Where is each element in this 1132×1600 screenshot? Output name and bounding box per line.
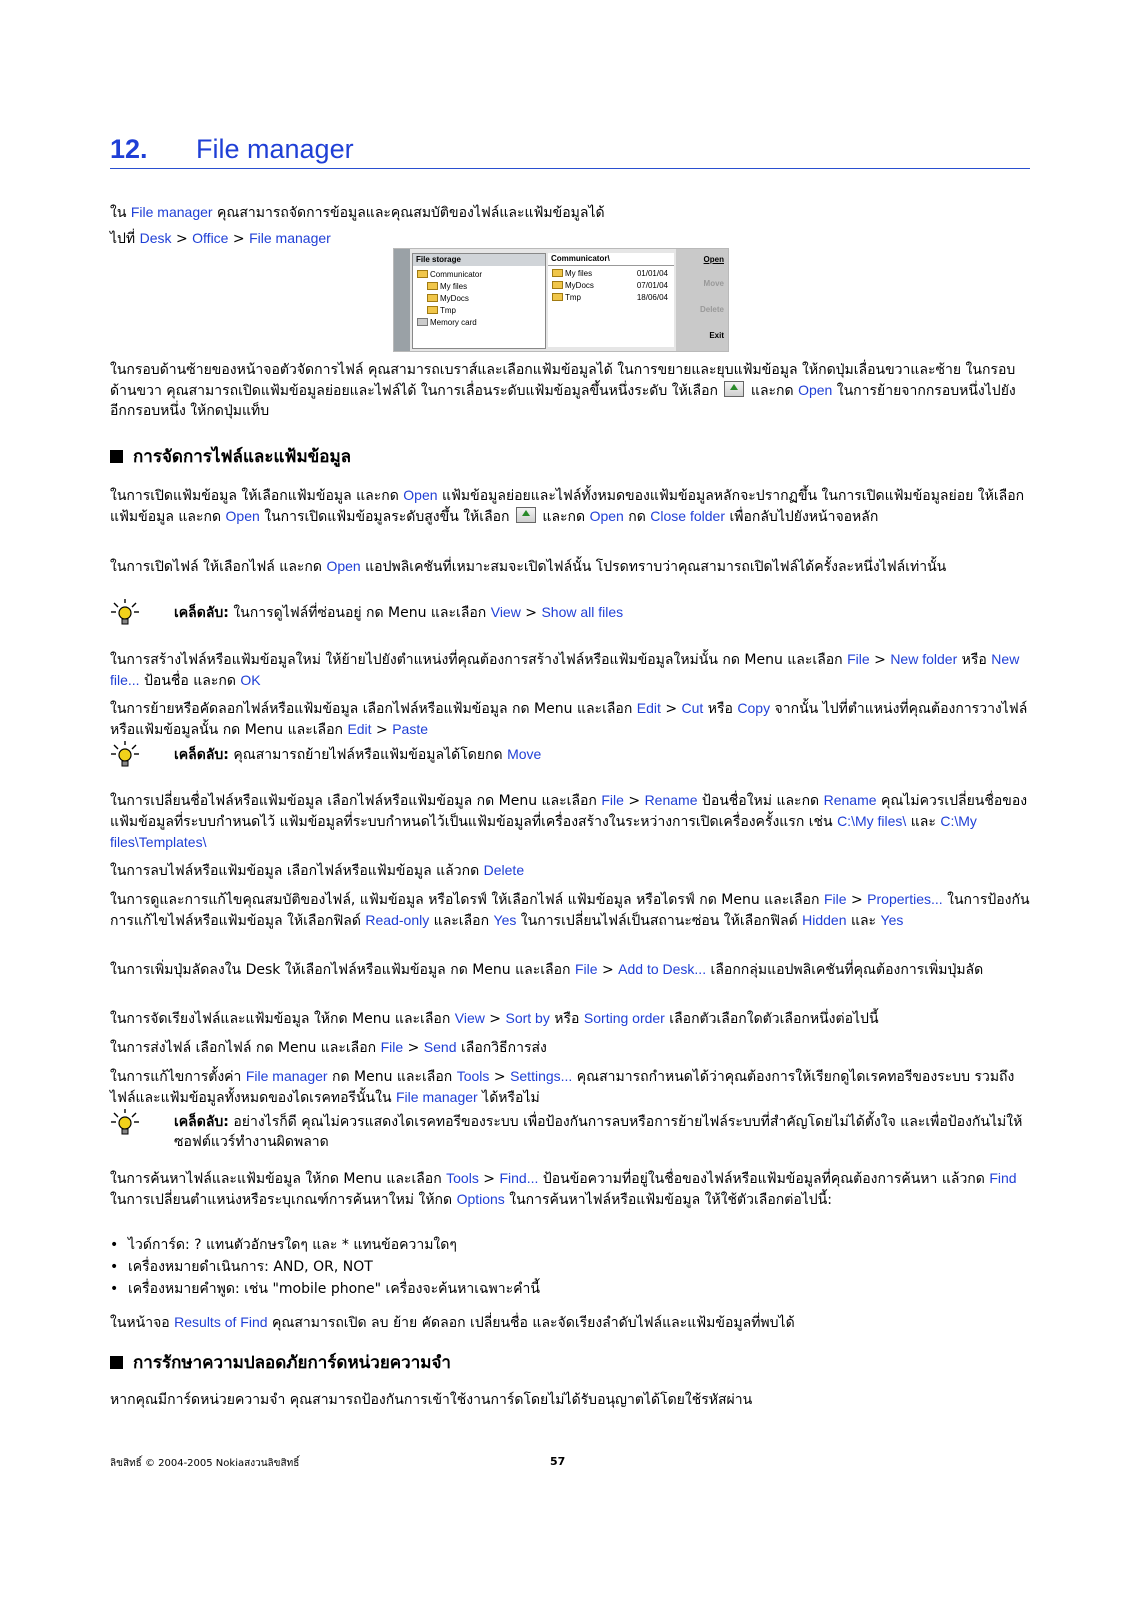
folder-up-icon bbox=[516, 507, 536, 523]
folder-up-icon bbox=[724, 381, 744, 397]
lightbulb-icon bbox=[110, 598, 140, 626]
intro-paragraph: ใน File manager คุณสามารถจัดการข้อมูลและคุณสมบัติของไฟล์และแฟ้มข้อมูลได้ bbox=[110, 204, 605, 221]
file-row: MyDocs 07/01/04 bbox=[548, 280, 674, 292]
tree-item: Communicator bbox=[413, 269, 545, 281]
tree-item: Memory card bbox=[413, 317, 545, 329]
pane-title: Communicator\ bbox=[548, 253, 674, 266]
navigation-paragraph: ในกรอบด้านซ้ายของหน้าจอตัวจัดการไฟล์ คุณสามารถเบราส์และเลือกแฟ้มข้อมูลได้ ในการขยายและยุบแฟ้มข้อมูล ให้กดปุ่มเลื่อนขวาและซ้าย ในกรอบด้านขวา คุณสามารถเปิดแฟ้มข้อมูลย่อยและไฟล์ได้ ในการเลื่อนระดับแฟ้มข้อมูลขึ้นหนึ่งระดับ ให้เลือก และกด Open ในการย้ายจากกรอบหนึ่งไปยังอีกกรอบหนึ่ง ให้กดปุ่มแท็บ bbox=[110, 362, 1016, 419]
send-paragraph: ในการส่งไฟล์ เลือกไฟล์ กด Menu และเลือก File > Send เลือกวิธีการส่ง bbox=[110, 1039, 547, 1056]
properties-paragraph: ในการดูและการแก้ไขคุณสมบัติของไฟล์, แฟ้มข้อมูล หรือไดรฟ์ ให้เลือกไฟล์ แฟ้มข้อมูล หรือไดรฟ์ กด Menu และเลือก File > Properties... ในการป้องกันการแก้ไขไฟล์หรือแฟ้มข้อมูล ให้เลือกฟิลด์ Read-only และเลือก Yes ในการเปลี่ยนไฟล์เป็นสถานะซ่อน ให้เลือกฟิลด์ Hidden และ Yes bbox=[110, 891, 1030, 929]
indicator-strip bbox=[394, 249, 410, 351]
section-heading: การรักษาความปลอดภัยการ์ดหน่วยความจำ bbox=[110, 1352, 451, 1374]
memory-card-paragraph: หากคุณมีการ์ดหน่วยความจำ คุณสามารถป้องกันการเข้าใช้งานการ์ดโดยไม่ได้รับอนุญาตได้โดยใช้รหัสผ่าน bbox=[110, 1392, 753, 1408]
file-manager-screenshot bbox=[393, 248, 729, 352]
section-heading: การจัดการไฟล์และแฟ้มข้อมูล bbox=[110, 446, 351, 468]
shortcut-paragraph: ในการเพิ่มปุ่มลัดลงใน Desk ให้เลือกไฟล์หรือแฟ้มข้อมูล กด Menu และเลือก File > Add to Desk... เลือกกลุ่มแอปพลิเคชันที่คุณต้องการเพิ่มปุ่มลัด bbox=[110, 961, 984, 978]
file-storage-pane bbox=[412, 253, 546, 349]
move-copy-paragraph: ในการย้ายหรือคัดลอกไฟล์หรือแฟ้มข้อมูล เลือกไฟล์หรือแฟ้มข้อมูล กด Menu และเลือก Edit > Cut หรือ Copy จากนั้น ไปที่ตำแหน่งที่คุณต้องการวางไฟล์หรือแฟ้มข้อมูลนั้น กด Menu และเลือก Edit > Paste bbox=[110, 700, 1028, 738]
rename-paragraph: ในการเปลี่ยนชื่อไฟล์หรือแฟ้มข้อมูล เลือกไฟล์หรือแฟ้มข้อมูล กด Menu และเลือก File > Rename ป้อนชื่อใหม่ และกด Rename คุณไม่ควรเปลี่ยนชื่อของแฟ้มข้อมูลที่ระบบกำหนดไว้ แฟ้มข้อมูลที่ระบบกำหนดไว้เป็นแฟ้มข้อมูลที่เครื่องสร้างในระหว่างการเปิดเครื่องครั้งแรก เช่น C:\My files\ และ C:\My files\Templates\ bbox=[110, 792, 1028, 850]
folder-contents-pane bbox=[548, 253, 674, 347]
list-item: • เครื่องหมายดำเนินการ: AND, OR, NOT bbox=[110, 1256, 1030, 1278]
chapter-heading bbox=[110, 134, 1030, 169]
list-item: • ไวด์การ์ด: ? แทนตัวอักษรใดๆ และ * แทนข้อความใดๆ bbox=[110, 1234, 1030, 1256]
results-paragraph: ในหน้าจอ Results of Find คุณสามารถเปิด ลบ ย้าย คัดลอก เปลี่ยนชื่อ และจัดเรียงลำดับไฟล์และแฟ้มข้อมูลที่พบได้ bbox=[110, 1314, 795, 1331]
softkey-bar bbox=[676, 249, 728, 351]
softkey-move: Move bbox=[703, 279, 724, 288]
open-folder-paragraph: ในการเปิดแฟ้มข้อมูล ให้เลือกแฟ้มข้อมูล และกด Open แฟ้มข้อมูลย่อยและไฟล์ทั้งหมดของแฟ้มข้อมูลหลักจะปรากฏขึ้น ในการเปิดแฟ้มข้อมูลย่อย ให้เลือกแฟ้มข้อมูล และกด Open ในการเปิดแฟ้มข้อมูลระดับสูงขึ้น ให้เลือก และกด Open กด Close folder เพื่อกลับไปยังหน้าจอหลัก bbox=[110, 487, 1025, 525]
softkey-open: Open bbox=[703, 255, 724, 264]
find-paragraph: ในการค้นหาไฟล์และแฟ้มข้อมูล ให้กด Menu และเลือก Tools > Find... ป้อนข้อความที่อยู่ในชื่อของไฟล์หรือแฟ้มข้อมูลที่คุณต้องการค้นหา แล้วกด Find ในการเปลี่ยนตำแหน่งหรือระบุเกณฑ์การค้นหาใหม่ ให้กด Options ในการค้นหาไฟล์หรือแฟ้มข้อมูล ให้ใช้ตัวเลือกต่อไปนี้: bbox=[110, 1170, 1017, 1208]
tree-item: Tmp bbox=[413, 305, 545, 317]
search-options-list bbox=[110, 1234, 1030, 1300]
settings-paragraph: ในการแก้ไขการตั้งค่า File manager กด Menu และเลือก Tools > Settings... คุณสามารถกำหนดได้ว่าคุณต้องการให้เรียกดูไดเรคทอรีของระบบ รวมถึงไฟล์และแฟ้มข้อมูลทั้งหมดของไดเรคทอรีนั้นใน File manager ได้หรือไม่ bbox=[110, 1068, 1015, 1106]
tree-item: MyDocs bbox=[413, 293, 545, 305]
softkey-delete: Delete bbox=[699, 305, 724, 314]
sort-paragraph: ในการจัดเรียงไฟล์และแฟ้มข้อมูล ให้กด Menu และเลือก View > Sort by หรือ Sorting order เลือกตัวเลือกใดตัวเลือกหนึ่งต่อไปนี้ bbox=[110, 1010, 879, 1027]
list-item: • เครื่องหมายคำพูด: เช่น "mobile phone" เครื่องจะค้นหาเฉพาะคำนี้ bbox=[110, 1278, 1030, 1300]
create-paragraph: ในการสร้างไฟล์หรือแฟ้มข้อมูลใหม่ ให้ย้ายไปยังตำแหน่งที่คุณต้องการสร้างไฟล์หรือแฟ้มข้อมูลใหม่นั้น กด Menu และเลือก File > New folder หรือ New file... ป้อนชื่อ และกด OK bbox=[110, 651, 1020, 689]
intro-path: ไปที่ Desk > Office > File manager bbox=[110, 230, 331, 247]
lightbulb-icon bbox=[110, 740, 140, 768]
file-row: My files 01/01/04 bbox=[548, 268, 674, 280]
copyright: ลิขสิทธิ์ © 2004-2005 Nokiaสงวนลิขสิทธิ์ bbox=[110, 1458, 300, 1469]
file-row: Tmp 18/06/04 bbox=[548, 292, 674, 304]
square-bullet-icon bbox=[110, 1356, 123, 1369]
page-number: 57 bbox=[550, 1455, 566, 1468]
square-bullet-icon bbox=[110, 450, 123, 463]
chapter-title: File manager bbox=[196, 134, 354, 164]
tree-item: My files bbox=[413, 281, 545, 293]
chapter-number: 12. bbox=[110, 134, 148, 164]
softkey-exit: Exit bbox=[709, 331, 724, 340]
lightbulb-icon bbox=[110, 1108, 140, 1136]
delete-paragraph: ในการลบไฟล์หรือแฟ้มข้อมูล เลือกไฟล์หรือแฟ้มข้อมูล แล้วกด Delete bbox=[110, 862, 525, 879]
open-file-paragraph: ในการเปิดไฟล์ ให้เลือกไฟล์ และกด Open แอปพลิเคชันที่เหมาะสมจะเปิดไฟล์นั้น โปรดทราบว่าคุณสามารถเปิดไฟล์ได้ครั้งละหนึ่งไฟล์เท่านั้น bbox=[110, 558, 947, 575]
pane-title: File storage bbox=[413, 254, 545, 266]
